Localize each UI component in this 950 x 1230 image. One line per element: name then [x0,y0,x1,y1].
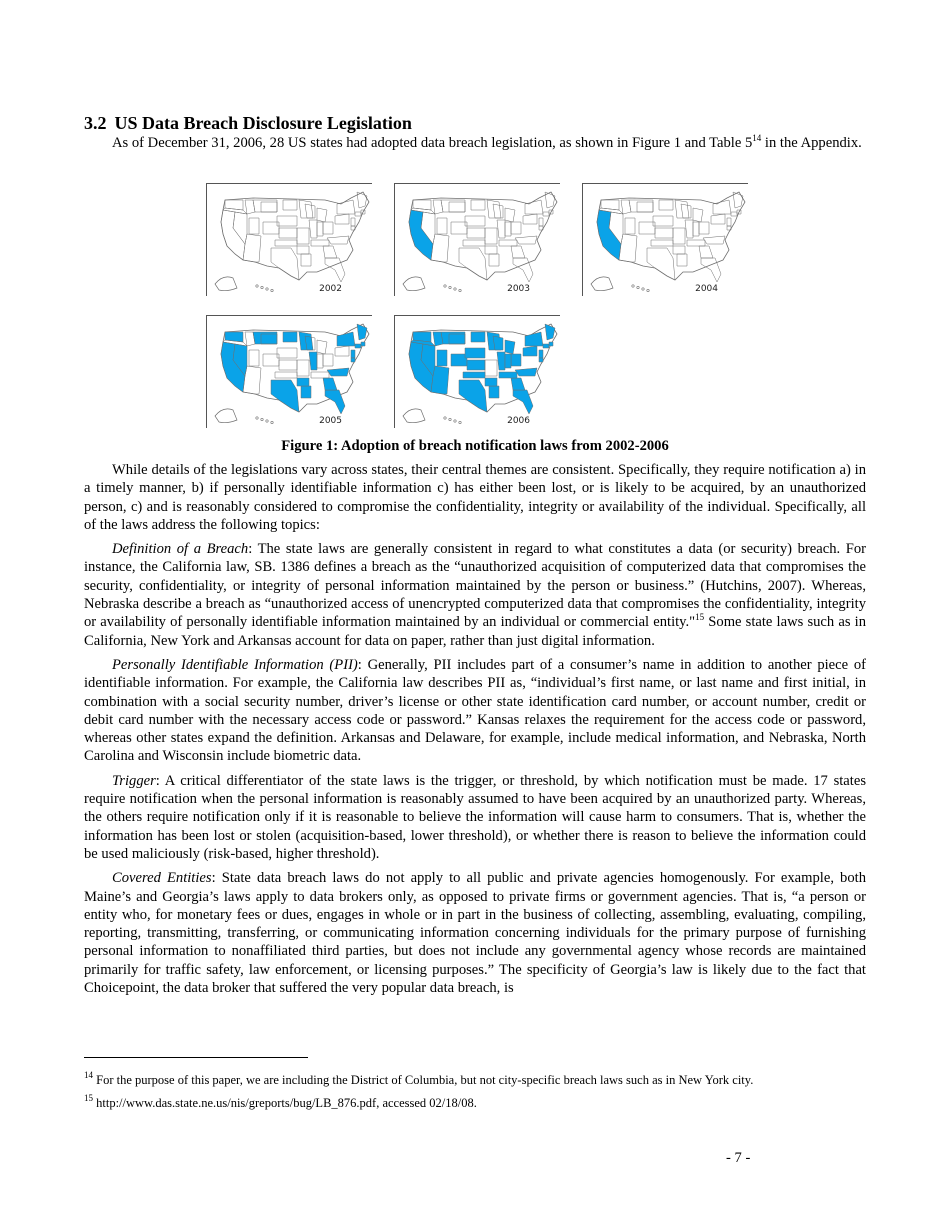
state-la-highlighted [489,386,499,398]
hawaii-island [449,418,451,420]
map-group [403,192,557,292]
footnote-text: http://www.das.state.ne.us/nis/greports/bug/LB_876.pdf, accessed 02/18/08. [93,1096,477,1110]
state-ks-highlighted [467,360,485,370]
map-year-label: 2004 [695,284,718,294]
alaska-outline [403,409,425,423]
state-ut-highlighted [437,350,447,366]
footnote-mark: 14 [84,1070,93,1080]
hawaii-island [637,286,639,288]
hawaii-island [266,420,268,422]
map-group [215,324,369,424]
footnote-ref-15: 15 [695,612,705,623]
alaska-outline [215,409,237,423]
state-mn-highlighted [299,332,313,350]
state-tn-highlighted [499,372,517,378]
paragraph-covered-entities [84,869,866,997]
map-group [215,192,369,292]
section-number: 3.2 [84,113,107,133]
map-year-label: 2002 [319,284,342,294]
map-year-label: 2003 [507,284,530,294]
map-2002 [206,183,372,296]
hawaii-island [459,289,461,291]
alaska-outline [403,277,425,291]
footnote-divider [84,1057,308,1058]
us-map-2003 [395,184,560,296]
intro-text: As of December 31, 2006, 28 US states had adopted data breach legislation, as shown in Figure 1 and Table 5 [112,135,753,151]
hawaii-island [449,286,451,288]
map-year-label: 2006 [507,416,530,426]
state-nj-highlighted [539,350,543,358]
state-de-highlighted [539,358,543,362]
term-trigger: Trigger [112,772,156,789]
hawaii-island [459,421,461,423]
hawaii-island [256,285,258,287]
footnote-text: For the purpose of this paper, we are including the District of Columbia, but not city-specific breach laws such as in New York city. [93,1073,754,1087]
hawaii-island [647,289,649,291]
paragraph-text: : A critical differentiator of the state laws is the trigger, or threshold, by which notification must be made. 17 states require notification when the personal information is reasonably assumed to have been acquired by an unauthorized party. Whereas, the others require notification only if it is reasonable to believe the information will cause harm to consumers. That is, whether the information has been lost or stolen (acquisition-based, lower threshold), or whether there is reason to believe the information could be used maliciously (risk-based, higher threshold). [84,772,866,862]
state-ct-highlighted [355,344,361,348]
state-ri-highlighted [361,342,365,346]
paragraph-pii [84,656,866,766]
body-paragraphs [84,461,866,1003]
state-ok-highlighted [463,372,485,378]
state-co-highlighted [451,354,467,366]
footnote-14 [84,1070,866,1088]
paragraph-text: : State data breach laws do not apply to all public and private agencies homogenously. For example, both Maine’s and Georgia’s laws apply to data brokers only, as opposed to private firms or government agencies. That is, “a person or entity who, for monetary fees or dues, engages in whole or in part in the business of collecting, assembling, evaluating, compiling, reporting, transmitting, transferring, or communicating information concerning individuals for the primary purpose of furnishing personal information to nonaffiliated third parties, but does not include any governmental agency whose records are maintained primarily for traffic safety, law enforcement, or licensing purposes.” The specificity of Georgia’s law is likely due to the fact that Choicepoint, the data broker that suffered the very popular data breach, is [84,870,867,997]
alaska-outline [215,277,237,291]
us-map-2006 [395,316,560,428]
hawaii-island [444,417,446,419]
paragraph-overview: While details of the legislations vary across states, their central themes are consistent. Specifically, they require notification a) in a timely manner, b) if personally identifiable information c) has either been lost, or is likely to be acquired, by an unauthorized person, c) and is reasonably considered to compromise the confidentiality, integrity or availability of the individual. Specifically, all of the laws address the following topics: [84,462,866,533]
term-pii: Personally Identifiable Information (PII) [112,656,358,673]
state-oh-highlighted [511,354,521,366]
us-map-2004 [583,184,748,296]
paragraph-trigger [84,772,866,863]
state-ar-highlighted [485,378,497,386]
hawaii-island [642,288,644,290]
state-nd-highlighted [471,332,485,342]
footnote-mark: 15 [84,1093,93,1103]
footnote-15 [84,1093,866,1111]
state-mi-highlighted [505,340,515,354]
footnote-ref-14: 14 [752,133,762,143]
map-2003 [394,183,560,296]
paragraph-text-end: Some state laws such as in California, New York and Arkansas account for data on paper, rather than just digital information. [84,614,866,649]
paragraph-text: : Generally, PII includes part of a consumer’s name in addition to another piece of identifiable information. For example, the California law describes PII as, “individual’s first name, or last name and first initial, in combination with a social security number, driver’s license or other state identification card number, or account number, credit or debit card number with the necessary access code or password.” Kansas relaxes the requirement for the access code or password, whereas other states expand the definition. Arkansas and Delaware, for example, include medical information, and Nebraska, North Carolina and Wisconsin include biometric data. [84,656,867,765]
section-heading [84,112,412,134]
state-ct-highlighted [543,344,549,348]
map-2004 [582,183,748,296]
hawaii-island [261,286,263,288]
state-nj-highlighted [351,350,355,358]
us-map-2005 [207,316,372,428]
intro-text-end: in the Appendix. [761,135,862,151]
section-title: US Data Breach Disclosure Legislation [114,113,412,133]
map-2006 [394,315,560,428]
map-year-label: 2005 [319,416,342,426]
hawaii-island [271,289,273,291]
page-number: - 7 - [726,1150,751,1166]
hawaii-island [444,285,446,287]
map-group [403,324,557,424]
hawaii-island [271,421,273,423]
us-map-2002 [207,184,372,296]
map-group [591,192,745,292]
state-ny-highlighted [337,332,355,346]
state-ar-highlighted [297,378,309,386]
state-wi-highlighted [493,336,503,350]
figure-1 [206,183,766,428]
paragraph-text: : The state laws are generally consistent in regard to what constitutes a data (or security) breach. For instance, the California law, SB. 1386 defines a breach as the “unauthorized acquisition of computerized data that compromises the security, confidentiality, or integrity of personal information maintained by the person or business.” (Hutchins, 2007). Whereas, Nebraska describe a breach as “unauthorized access of unencrypted computerized data that compromises the confidentiality, integrity or availability of personally identifiable information maintained by an individual or commercial entity." [84,541,866,631]
state-ri-highlighted [549,342,553,346]
term-covered-entities: Covered Entities [112,870,212,887]
state-ne-highlighted [465,348,485,358]
state-nd-highlighted [283,332,297,342]
alaska-outline [591,277,613,291]
figure-caption: Figure 1: Adoption of breach notification laws from 2002-2006 [281,438,669,454]
term-definition-of-breach: Definition of a Breach [112,541,249,558]
state-la-highlighted [301,386,311,398]
state-de-highlighted [351,358,355,362]
paragraph-definition-of-breach [84,540,866,650]
state-ny-highlighted [525,332,543,346]
state-id-highlighted [433,332,443,346]
hawaii-island [632,285,634,287]
intro-paragraph [84,134,866,152]
state-pa-highlighted [523,346,537,356]
hawaii-island [256,417,258,419]
hawaii-island [454,288,456,290]
hawaii-island [266,288,268,290]
state-in-highlighted [505,354,511,368]
map-2005 [206,315,372,428]
hawaii-island [261,418,263,420]
hawaii-island [454,420,456,422]
